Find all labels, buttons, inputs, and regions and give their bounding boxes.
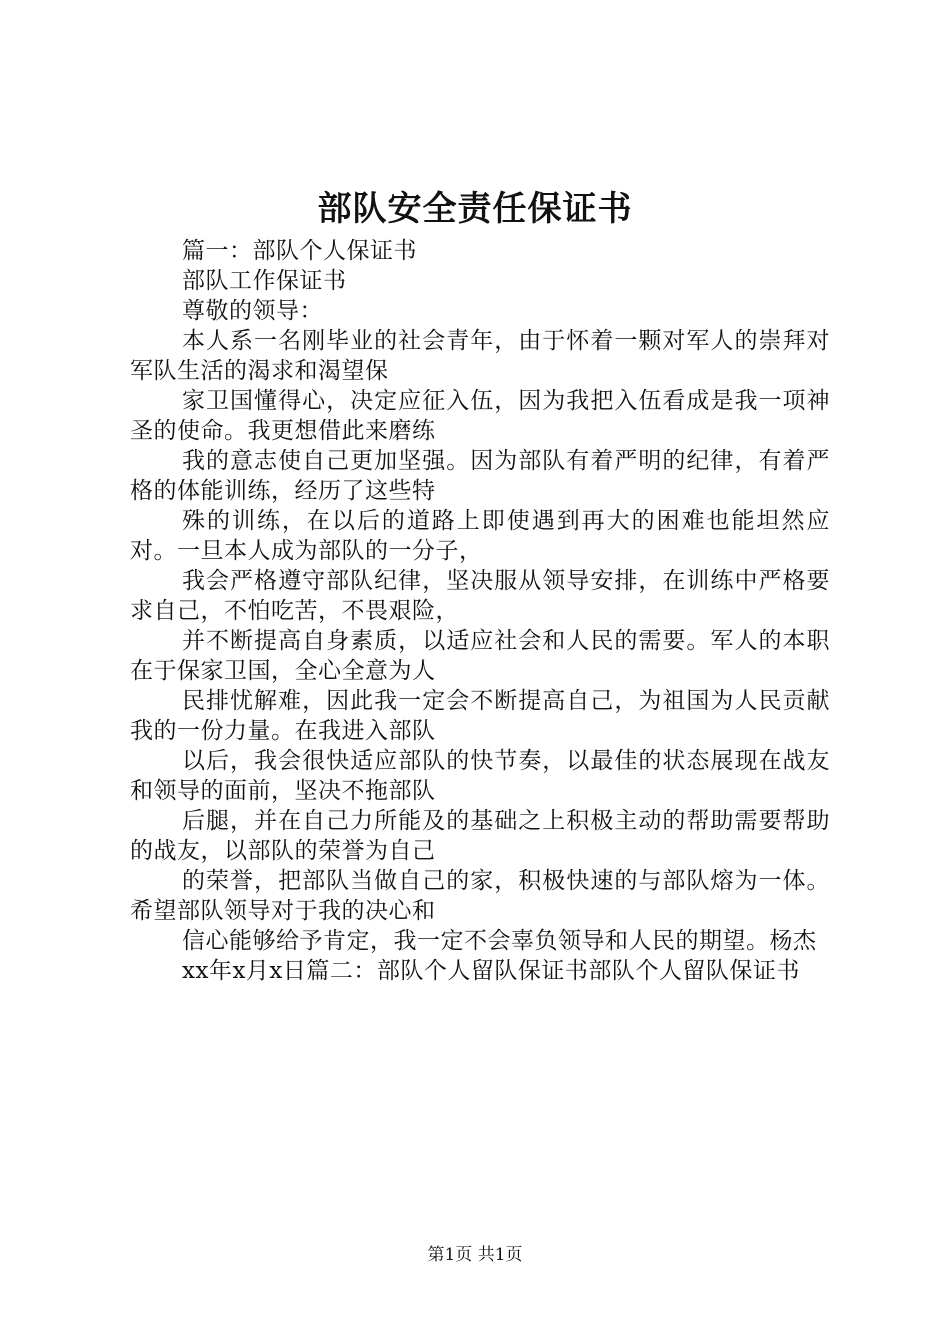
- paragraph: 我会严格遵守部队纪律，坚决服从领导安排，在训练中严格要求自己，不怕吃苦，不畏艰险，: [130, 568, 830, 624]
- document-title: 部队安全责任保证书: [317, 189, 633, 229]
- paragraph: 部队工作保证书: [182, 268, 347, 294]
- paragraph: 的荣誉，把部队当做自己的家，积极快速的与部队熔为一体。希望部队领导对于我的决心和: [130, 868, 830, 924]
- paragraph: 家卫国懂得心，决定应征入伍，因为我把入伍看成是我一项神圣的使命。我更想借此来磨练: [130, 388, 830, 444]
- paragraph: 篇一：部队个人保证书: [182, 238, 417, 264]
- paragraph: 殊的训练，在以后的道路上即使遇到再大的困难也能坦然应对。一旦本人成为部队的一分子，: [130, 508, 830, 564]
- page-footer: 第1页 共1页: [427, 1245, 523, 1265]
- paragraph: 本人系一名刚毕业的社会青年，由于怀着一颗对军人的崇拜对军队生活的渴求和渴望保: [130, 328, 830, 384]
- paragraph: 信心能够给予肯定，我一定不会辜负领导和人民的期望。杨杰: [182, 928, 817, 954]
- paragraph: 尊敬的领导：: [182, 298, 323, 324]
- document-body: [130, 236, 830, 986]
- paragraph: 后腿，并在自己力所能及的基础之上积极主动的帮助需要帮助的战友，以部队的荣誉为自己: [130, 808, 830, 864]
- paragraph: 民排忧解难，因此我一定会不断提高自己，为祖国为人民贡献我的一份力量。在我进入部队: [130, 688, 830, 744]
- paragraph: xx年x月x日篇二：部队个人留队保证书部队个人留队保证书: [182, 958, 800, 984]
- paragraph: 以后，我会很快适应部队的快节奏，以最佳的状态展现在战友和领导的面前，坚决不拖部队: [130, 748, 830, 804]
- paragraph: 我的意志使自己更加坚强。因为部队有着严明的纪律，有着严格的体能训练，经历了这些特: [130, 448, 830, 504]
- paragraph: 并不断提高自身素质，以适应社会和人民的需要。军人的本职在于保家卫国，全心全意为人: [130, 628, 830, 684]
